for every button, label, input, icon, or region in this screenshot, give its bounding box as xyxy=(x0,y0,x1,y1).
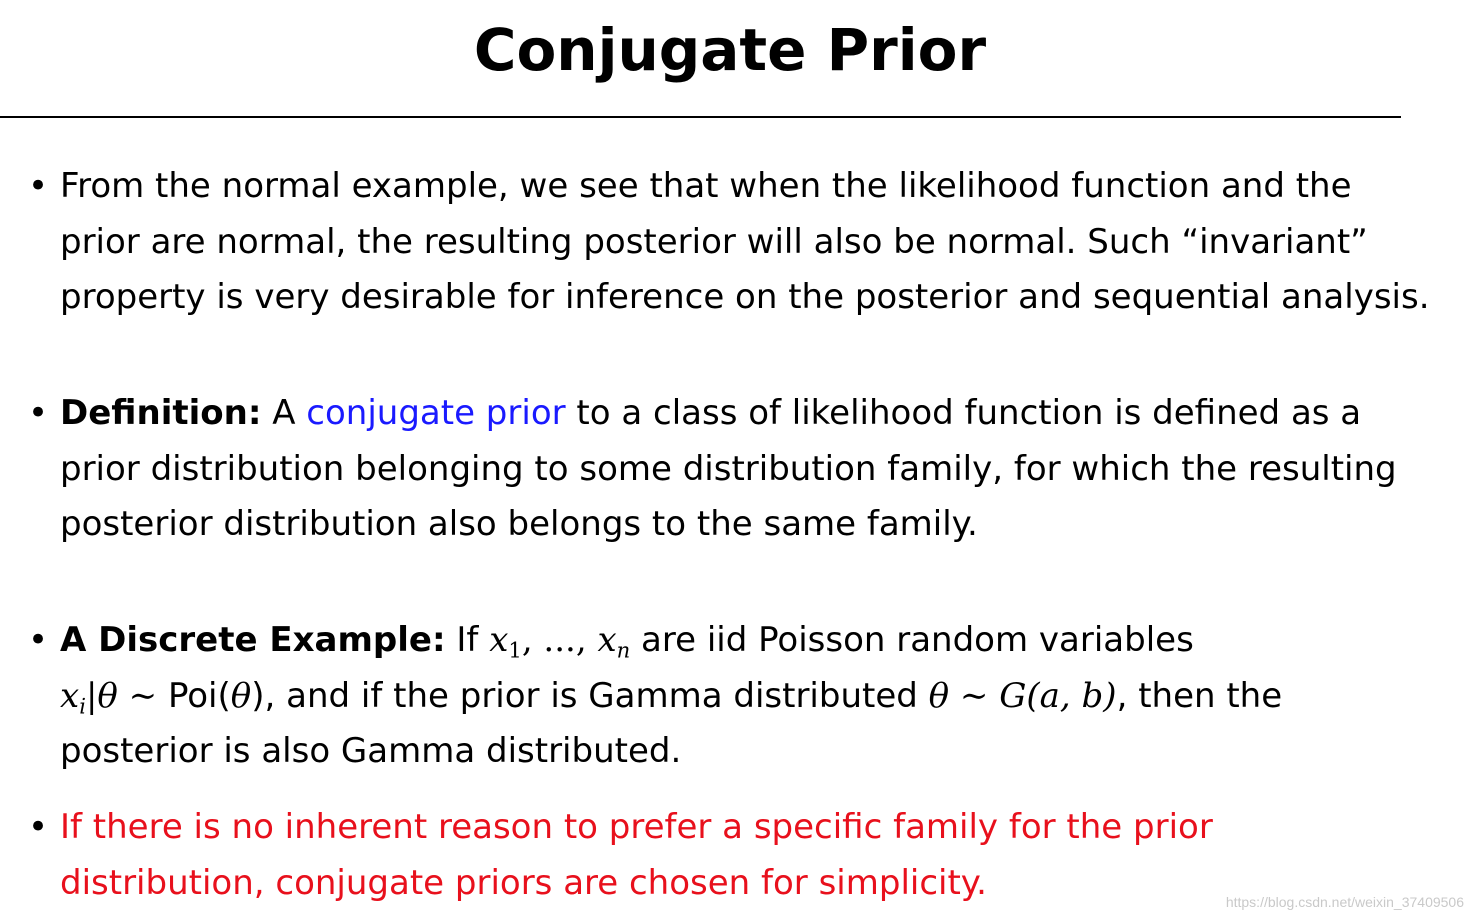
bullet-marker: • xyxy=(27,166,49,206)
bullet-3-line-1 xyxy=(60,613,1405,669)
bullet-simplicity-note xyxy=(27,800,1405,911)
math-xn-base: x xyxy=(597,620,617,660)
math-poi-close: ) xyxy=(251,675,265,716)
bullet-discrete-example xyxy=(27,613,1405,780)
bullet-2-line-2: prior distribution belonging to some distribution family, for which the resulting xyxy=(60,448,1397,489)
math-dots: , ..., xyxy=(521,620,598,660)
bullet-1-line-2: prior are normal, the resulting posterior will also be normal. Such “invariant” xyxy=(60,221,1368,262)
bullet-3-line-3: posterior is also Gamma distributed. xyxy=(60,731,682,771)
example-post: are iid Poisson random variables xyxy=(630,620,1194,660)
bullet-normal-example xyxy=(27,159,1430,326)
math-gamma-prior: θ ∼ G(a, b) xyxy=(928,675,1117,716)
discrete-example-label: A Discrete Example: xyxy=(60,620,446,660)
title-divider xyxy=(0,116,1401,118)
bullet-4-line-1: If there is no inherent reason to prefer a specific family for the prior xyxy=(60,807,1213,847)
definition-post: to a class of likelihood function is defined as a xyxy=(565,393,1362,433)
example-mid: , and if the prior is Gamma distributed xyxy=(264,675,929,716)
math-x1-to-xn xyxy=(489,620,631,663)
bullet-2-line-3: posterior distribution also belongs to the same family. xyxy=(60,504,978,544)
math-xi-sub: i xyxy=(79,693,86,719)
bullet-2-line-1 xyxy=(60,386,1405,442)
example-pre: If xyxy=(445,620,490,660)
definition-label: Definition: xyxy=(60,393,262,433)
slide-title: Conjugate Prior xyxy=(473,16,987,84)
math-poi-theta: θ xyxy=(230,675,252,716)
bullet-1-line-3: property is very desirable for inference on the posterior and sequential analysis. xyxy=(60,277,1430,317)
watermark-url: https://blog.csdn.net/weixin_37409506 xyxy=(1225,894,1464,910)
bullet-1-line-1: From the normal example, we see that when the likelihood function and the xyxy=(60,166,1352,206)
bullet-4-line-2: distribution, conjugate priors are chosen for simplicity. xyxy=(60,862,987,903)
math-xi-given-theta xyxy=(60,675,168,719)
bullet-marker: • xyxy=(27,807,49,847)
bullet-3-line-2 xyxy=(60,669,1405,725)
math-xn-sub: n xyxy=(616,637,631,663)
bullet-marker: • xyxy=(27,620,49,660)
math-x1-base: x xyxy=(489,620,509,660)
definition-pre: A xyxy=(261,393,307,433)
math-x1-sub: 1 xyxy=(508,637,522,663)
math-poi: Poi( xyxy=(167,675,231,716)
math-given-theta: |θ ∼ xyxy=(85,675,168,716)
example-end: , then the xyxy=(1116,675,1283,716)
math-xi-base: x xyxy=(60,675,80,716)
conjugate-prior-term: conjugate prior xyxy=(306,393,566,433)
bullet-marker: • xyxy=(27,393,49,433)
bullet-definition xyxy=(27,386,1405,553)
